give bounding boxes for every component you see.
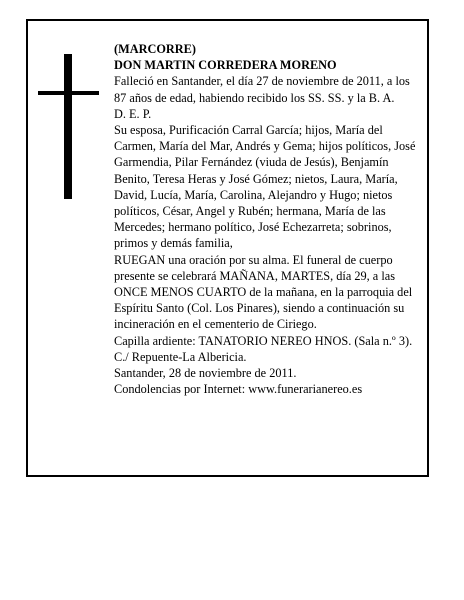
- chapel-info: Capilla ardiente: TANATORIO NEREO HNOS. (Sala n.º 3). C./ Repuente-La Albericia.: [114, 333, 413, 364]
- condolences-info: Condolencias por Internet: www.funerarianereo.es: [114, 382, 363, 397]
- cross-horizontal-bar: [38, 91, 99, 95]
- latin-cross-icon: [38, 54, 99, 199]
- cross-vertical-bar: [64, 54, 72, 199]
- obituary-text: [114, 41, 420, 397]
- funeral-request: RUEGAN una oración por su alma. El funeral de cuerpo presente se celebrará MAÑANA, MARTES, día 29, a las ONCE MENOS CUARTO de la mañana, en la parroquia del Espíritu Santo (Col. Los Pinares), siendo a continuación su incineración en el cementerio de Ciriego.: [114, 252, 413, 332]
- obituary-notice: [26, 19, 429, 477]
- family-list: Su esposa, Purificación Carral García; hijos, María del Carmen, María del Mar, Andrés y Gema; hijos políticos, José Garmendia, Pilar Fernández (viuda de Jesús), Benjamín Benito, Teresa Heras y José Gómez; nietos, Laura, María, David, Lucía, María, Carolina, Alejandro y Hugo; nietos políticos, César, Angel y Rubén; hermana, María de las Mercedes; hermano político, José Echezarreta; sobrinos, primos y demás familia,: [114, 123, 416, 251]
- notice-date: Santander, 28 de noviembre de 2011.: [114, 366, 297, 381]
- deceased-alias: (MARCORRE): [114, 42, 196, 56]
- rest-in-peace: D. E. P.: [114, 106, 152, 121]
- death-statement: Falleció en Santander, el día 27 de noviembre de 2011, a los 87 años de edad, habiendo recibido los SS. SS. y la B. A.: [114, 74, 410, 105]
- deceased-name: DON MARTIN CORREDERA MORENO: [114, 58, 337, 73]
